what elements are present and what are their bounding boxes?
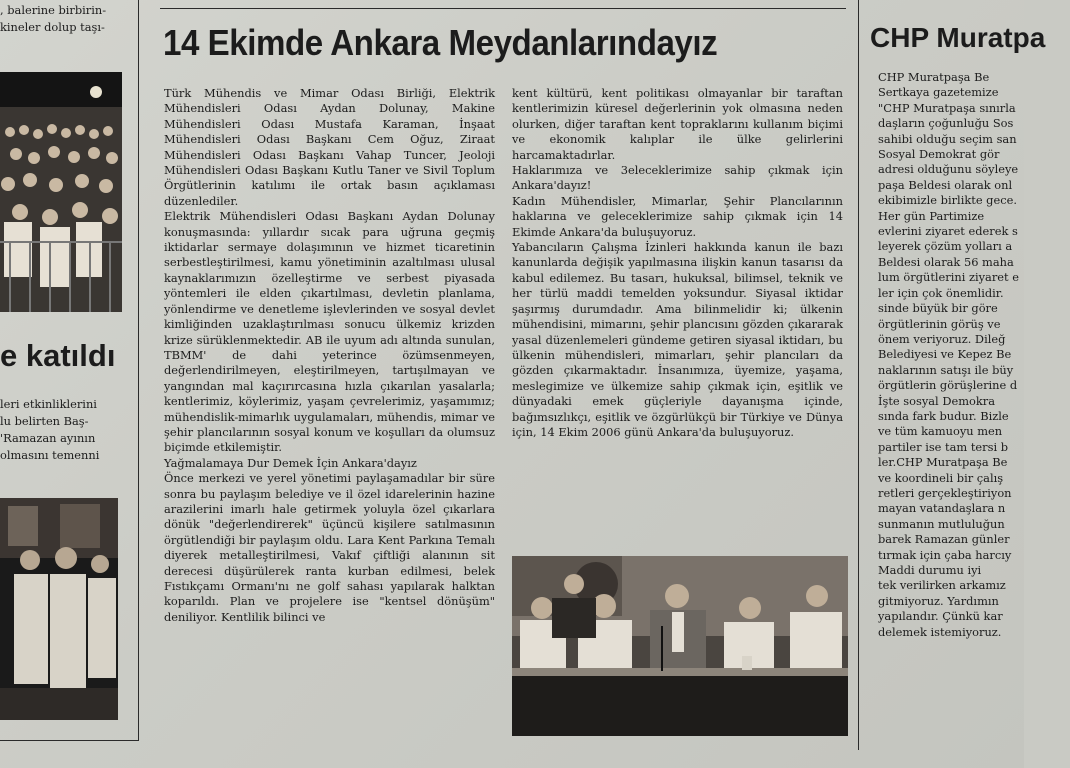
header-rule — [160, 8, 846, 9]
left-partial-headline: e katıldı — [0, 338, 116, 373]
left-rule-bottom — [0, 740, 139, 741]
right-column-text: CHP Muratpaşa Be Sertkaya gazetemize "CHP Muratpaşa sınırla daşların çoğunluğu Sos sahibi olduğu seçim san Sosyal Demokrat gör adresi olduğunu söyleye paşa Beldesi olarak onl ekibimizle birlikte gece. Her gün Partimize evlerini ziyaret ederek s leyerek çözüm yolları a Beldesi olarak 56 maha lum örgütlerini ziyaret e ler için çok önemlidir. sinde büyük bir göre örgütlerinin görüş ve önem veriyoruz. Dileğ Belediyesi ve Kepez Be naklarının satışı ile büy örgütlerin görüşlerine d İşte sosyal Demokra sında fark budur. Bizle ve tüm kamuoyu men partiler ise tam tersi b ler.CHP Muratpaşa Be ve koordineli bir çalış retleri gerçekleştiriyon mayan vatandaşlara n sunmanın mutluluğun barek Ramazan günler tırmak için çaba harcıy Maddi durumu iyi tek verilirken arkamız gitmiyoruz. Yardımın yapılandır. Çünkü kar delemek istemiyoruz. — [878, 70, 1019, 639]
left-column-mid-text: leri etkinliklerini lu belirten Baş- 'Ramazan ayının olmasını temenni — [0, 397, 100, 462]
right-headline: CHP Muratpa — [870, 22, 1046, 53]
column-rule-right — [858, 0, 859, 750]
group-photo — [0, 498, 118, 720]
crowd-photo — [0, 72, 122, 312]
article-column-1: Türk Mühendis ve Mimar Odası Birliği, Elektrik Mühendisleri Odası Aydan Dolunay, Makine Mühendisleri Odası Mustafa Karaman, İnşaat Mühendisleri Odası Başkanı Cem Oğuz, Ziraat Mühendisleri Odası Başkanı Vahap Tuncer, Jeoloji Mühendisleri Odası Başkanı Kutlu Taner ve Sivil Toplum Örgütlerinin katılımı ile ortak basın açıklaması düzenlediler. Elektrik Mühendisleri Odası Başkanı Aydan Dolunay konuşmasında: yıllardır sıcak para uğruna geçmiş iktidarlar sermaye dolaşımının ve hizmet ticaretinin serbestleştirilmesi, kamu yönetiminin azaltılması ulusal kaynaklarımızın özelleştirme ve serbest piyasada yöntemleri ile elden çıkartılması, devletin planlama, yönlendirme ve denetleme işlevlerinden ve sosyal devlet kimliğinden uzaklaştırılması sonucu ülkemiz krizden krize sürüklenmektedir. AB ile uyum adı altında sunulan, TBMM' de dahi yeterince özümsenmeyen, değerlendirilmeyen, eleştirilmeyen, tartışılmayan ve yangından mal kaçırırcasına hızla çıkarılan yasalarla; kentlerimiz, köylerimiz, yaşam çevrelerimiz, yaşamımız; mühendislik-mimarlık uygulamaları, mühendis, mimar ve şehir plancılarının sosyal konum ve koşulları da olumsuz biçimde etkilemiştir. Yağmalamaya Dur Demek İçin Ankara'dayız Önce merkezi ve yerel yönetimi paylaşamadılar bir süre sonra bu paylaşım belediye ve il özel idarelerinin hazine arazilerini imarlı hale getirmek yoluyla özel çıkarlara dönük "değerlendirerek" üçüncü kişilere satılmasının örgütlendiği bir paylaşım oldu. Lara Kent Parkına Temalı diyerek metalleştirilmesi, Vakıf çiftliği alanının sit derecesi düşürülerek ranta kurban edilmesi, belek Fıstıkçamı Ormanı'nı ne golf sahası yapılarak halktan koparıldı. Plan ve projelere ise "kentsel dönüşüm" deniliyor. Kentlilik bilinci ve — [164, 86, 495, 624]
press-conference-photo — [512, 556, 848, 736]
left-column-top-text: , balerine birbirin- kineler dolup taşı- — [0, 3, 107, 34]
column-rule-left — [138, 0, 139, 740]
article-headline: 14 Ekimde Ankara Meydanlarındayız — [163, 22, 718, 63]
article-column-2: kent kültürü, kent politikası olmayanlar bir taraftan kentlerimizin küresel değerlerinin yok olmasına neden olurken, diğer taraftan kent topraklarını kullanım biçimi ve ekonomik kalıplar ile ülke gelirlerini harcamaktadırlar. Haklarımıza ve 3eleceklerimize sahip çıkmak için Ankara'dayız! Kadın Mühendisler, Mimarlar, Şehir Plancılarının haklarına ve geleceklerimize sahip çıkmak için 14 Ekimde Ankara'da buluşuyoruz. Yabancıların Çalışma İzinleri hakkında kanun ile bazı kanunlarda değişik yapılmasına ilişkin kanun tasarısı da kabul edilemez. Bu tasarı, hukuksal, bilimsel, teknik ve her türlü maddi temelden yoksundur. Siyasal iktidar şaşırmış durumdadır. Ama bilinmelidir ki; ülkenin mühendisini, mimarını, şehir plancısını gözden çıkararak yasal düzenlemeleri gündeme getiren siyasal iktidarı, bu ülkenin mühendisleri, mimarları, şehir plancıları da gözden çıkarmaktadır. İnsanımıza, üyemize, yaşama, meslegimize ve ülkemize sahip çıkmak için, eşitlik ve dünyadaki emek güçleriyle dayanışma içinde, bağımsızlıkçı, eşitlik ve özgürlükçü bir Türkiye ve Dünya için, 14 Ekim 2006 günü Ankara'da buluşuyoruz. — [512, 86, 843, 439]
